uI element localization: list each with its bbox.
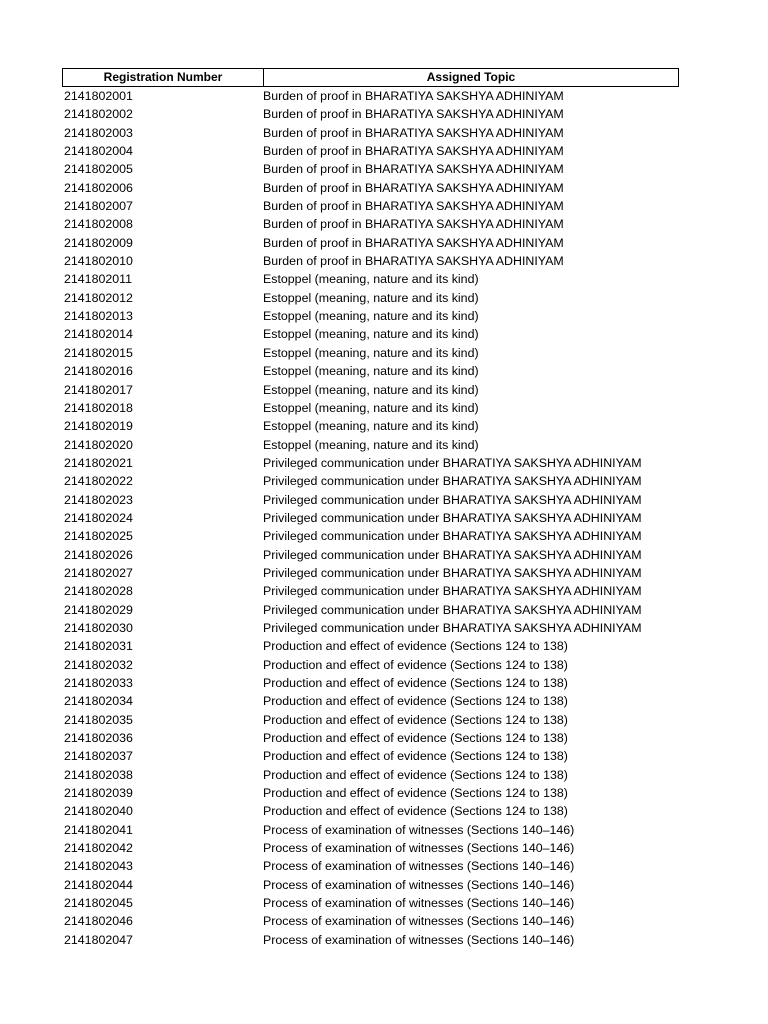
registration-number-cell: 2141802020 [64,437,133,452]
table-row [62,124,679,142]
registration-number-cell: 2141802016 [64,364,133,379]
table-row [62,142,679,160]
table-row [62,619,679,637]
assigned-topic-cell: Privileged communication under BHARATIYA SAKSHYA ADHINIYAM [263,474,642,489]
table-row [62,252,679,270]
table-row [62,234,679,252]
registration-number-cell: 2141802028 [64,584,133,599]
registration-number-cell: 2141802024 [64,510,133,525]
table-header [62,68,679,87]
column-header-assigned-topic: Assigned Topic [426,70,516,84]
table-row [62,656,679,674]
table-row [62,601,679,619]
assigned-topic-cell: Privileged communication under BHARATIYA SAKSHYA ADHINIYAM [263,455,642,470]
table-row [62,857,679,875]
table-row [62,637,679,655]
assigned-topic-cell: Burden of proof in BHARATIYA SAKSHYA ADHINIYAM [263,107,564,122]
table-row [62,289,679,307]
registration-number-cell: 2141802026 [64,547,133,562]
registration-number-cell: 2141802019 [64,419,133,434]
table-row [62,362,679,380]
table-row [62,160,679,178]
table-row [62,747,679,765]
registration-number-cell: 2141802003 [64,125,133,140]
column-header-registration-number: Registration Number [63,69,264,86]
assigned-topic-cell: Estoppel (meaning, nature and its kind) [263,345,479,360]
registration-number-cell: 2141802038 [64,767,133,782]
table-body [62,87,679,949]
assigned-topic-cell: Production and effect of evidence (Sections 124 to 138) [263,731,568,746]
table-row [62,472,679,490]
table-row [62,821,679,839]
table-row [62,876,679,894]
table-row [62,344,679,362]
table-row [62,399,679,417]
registration-number-cell: 2141802029 [64,602,133,617]
assigned-topic-cell: Estoppel (meaning, nature and its kind) [263,364,479,379]
assigned-topic-cell: Burden of proof in BHARATIYA SAKSHYA ADHINIYAM [263,217,564,232]
table-row [62,931,679,949]
registration-number-cell: 2141802033 [64,676,133,690]
registration-number-cell: 2141802012 [64,290,133,305]
registration-number-cell: 2141802030 [64,620,133,635]
registration-number-cell: 2141802017 [64,382,133,397]
table-row [62,784,679,802]
assigned-topic-cell: Privileged communication under BHARATIYA SAKSHYA ADHINIYAM [263,584,642,599]
assigned-topic-cell: Privileged communication under BHARATIYA SAKSHYA ADHINIYAM [263,492,642,507]
assigned-topic-cell: Burden of proof in BHARATIYA SAKSHYA ADHINIYAM [263,180,564,195]
topic-assignment-table [62,68,679,949]
table-row [62,179,679,197]
registration-number-cell: 2141802008 [64,217,133,232]
registration-number-cell: 2141802009 [64,235,133,250]
table-row [62,491,679,509]
assigned-topic-cell: Burden of proof in BHARATIYA SAKSHYA ADHINIYAM [263,162,564,177]
table-row [62,729,679,747]
registration-number-cell: 2141802027 [64,565,133,580]
registration-number-cell: 2141802025 [64,529,133,544]
assigned-topic-cell: Production and effect of evidence (Sections 124 to 138) [263,804,568,819]
registration-number-cell: 2141802007 [64,199,133,214]
assigned-topic-cell: Production and effect of evidence (Sections 124 to 138) [263,639,568,654]
registration-number-cell: 2141802043 [64,859,133,874]
assigned-topic-cell: Privileged communication under BHARATIYA SAKSHYA ADHINIYAM [263,510,642,525]
registration-number-cell: 2141802005 [64,162,133,177]
table-row [62,197,679,215]
table-row [62,674,679,692]
registration-number-cell: 2141802002 [64,107,133,122]
registration-number-cell: 2141802018 [64,400,133,415]
table-row [62,417,679,435]
assigned-topic-cell: Burden of proof in BHARATIYA SAKSHYA ADHINIYAM [263,125,564,140]
registration-number-cell: 2141802044 [64,877,133,892]
registration-number-cell: 2141802034 [64,694,133,709]
registration-number-cell: 2141802041 [64,822,133,837]
assigned-topic-cell: Production and effect of evidence (Sections 124 to 138) [263,694,568,709]
assigned-topic-cell: Production and effect of evidence (Sections 124 to 138) [263,767,568,782]
assigned-topic-cell: Estoppel (meaning, nature and its kind) [263,290,479,305]
registration-number-cell: 2141802037 [64,749,133,764]
assigned-topic-cell: Estoppel (meaning, nature and its kind) [263,382,479,397]
assigned-topic-cell: Estoppel (meaning, nature and its kind) [263,309,479,324]
table-row [62,105,679,123]
assigned-topic-cell: Production and effect of evidence (Sections 124 to 138) [263,712,568,727]
assigned-topic-cell: Process of examination of witnesses (Sections 140–146) [263,932,575,947]
registration-number-cell: 2141802021 [64,455,133,470]
assigned-topic-cell: Process of examination of witnesses (Sections 140–146) [263,859,575,874]
table-row [62,307,679,325]
table-row [62,582,679,600]
assigned-topic-cell: Process of examination of witnesses (Sections 140–146) [263,877,575,892]
registration-number-cell: 2141802013 [64,309,133,324]
assigned-topic-cell: Process of examination of witnesses (Sections 140–146) [263,896,575,911]
registration-number-cell: 2141802046 [64,914,133,929]
table-row [62,711,679,729]
table-row [62,325,679,343]
table-row [62,454,679,472]
table-row [62,839,679,857]
assigned-topic-cell: Process of examination of witnesses (Sections 140–146) [263,841,575,856]
table-row [62,527,679,545]
assigned-topic-cell: Privileged communication under BHARATIYA SAKSHYA ADHINIYAM [263,565,642,580]
registration-number-cell: 2141802042 [64,841,133,856]
table-row [62,215,679,233]
assigned-topic-cell: Production and effect of evidence (Sections 124 to 138) [263,676,568,690]
registration-number-cell: 2141802047 [64,932,133,947]
registration-number-cell: 2141802015 [64,345,133,360]
registration-number-cell: 2141802006 [64,180,133,195]
registration-number-cell: 2141802036 [64,731,133,746]
table-row [62,87,679,105]
table-row [62,564,679,582]
assigned-topic-cell: Estoppel (meaning, nature and its kind) [263,400,479,415]
table-row [62,912,679,930]
table-row [62,381,679,399]
assigned-topic-cell: Estoppel (meaning, nature and its kind) [263,437,479,452]
registration-number-cell: 2141802040 [64,804,133,819]
table-row [62,766,679,784]
registration-number-cell: 2141802010 [64,254,133,269]
table-row [62,436,679,454]
registration-number-cell: 2141802031 [64,639,133,654]
assigned-topic-cell: Production and effect of evidence (Sections 124 to 138) [263,786,568,801]
table-row [62,894,679,912]
table-row [62,509,679,527]
registration-number-cell: 2141802035 [64,712,133,727]
assigned-topic-cell: Burden of proof in BHARATIYA SAKSHYA ADHINIYAM [263,235,564,250]
assigned-topic-cell: Privileged communication under BHARATIYA SAKSHYA ADHINIYAM [263,547,642,562]
registration-number-cell: 2141802022 [64,474,133,489]
table-row [62,270,679,288]
assigned-topic-cell: Production and effect of evidence (Sections 124 to 138) [263,749,568,764]
table-row [62,802,679,820]
assigned-topic-cell: Burden of proof in BHARATIYA SAKSHYA ADHINIYAM [263,254,564,269]
assigned-topic-cell: Privileged communication under BHARATIYA SAKSHYA ADHINIYAM [263,529,642,544]
assigned-topic-cell: Burden of proof in BHARATIYA SAKSHYA ADHINIYAM [263,89,564,103]
assigned-topic-cell: Process of examination of witnesses (Sections 140–146) [263,914,575,929]
assigned-topic-cell: Burden of proof in BHARATIYA SAKSHYA ADHINIYAM [263,199,564,214]
assigned-topic-cell: Estoppel (meaning, nature and its kind) [263,272,479,287]
assigned-topic-cell: Process of examination of witnesses (Sections 140–146) [263,822,575,837]
registration-number-cell: 2141802014 [64,327,133,342]
registration-number-cell: 2141802004 [64,144,133,159]
assigned-topic-cell: Estoppel (meaning, nature and its kind) [263,419,479,434]
registration-number-cell: 2141802023 [64,492,133,507]
assigned-topic-cell: Production and effect of evidence (Sections 124 to 138) [263,657,568,672]
assigned-topic-cell: Privileged communication under BHARATIYA SAKSHYA ADHINIYAM [263,602,642,617]
registration-number-cell: 2141802001 [64,89,133,103]
table-row [62,692,679,710]
assigned-topic-cell: Burden of proof in BHARATIYA SAKSHYA ADHINIYAM [263,144,564,159]
table-row [62,546,679,564]
registration-number-cell: 2141802039 [64,786,133,801]
registration-number-cell: 2141802045 [64,896,133,911]
assigned-topic-cell: Privileged communication under BHARATIYA SAKSHYA ADHINIYAM [263,620,642,635]
registration-number-cell: 2141802011 [64,272,132,287]
assigned-topic-cell: Estoppel (meaning, nature and its kind) [263,327,479,342]
registration-number-cell: 2141802032 [64,657,133,672]
